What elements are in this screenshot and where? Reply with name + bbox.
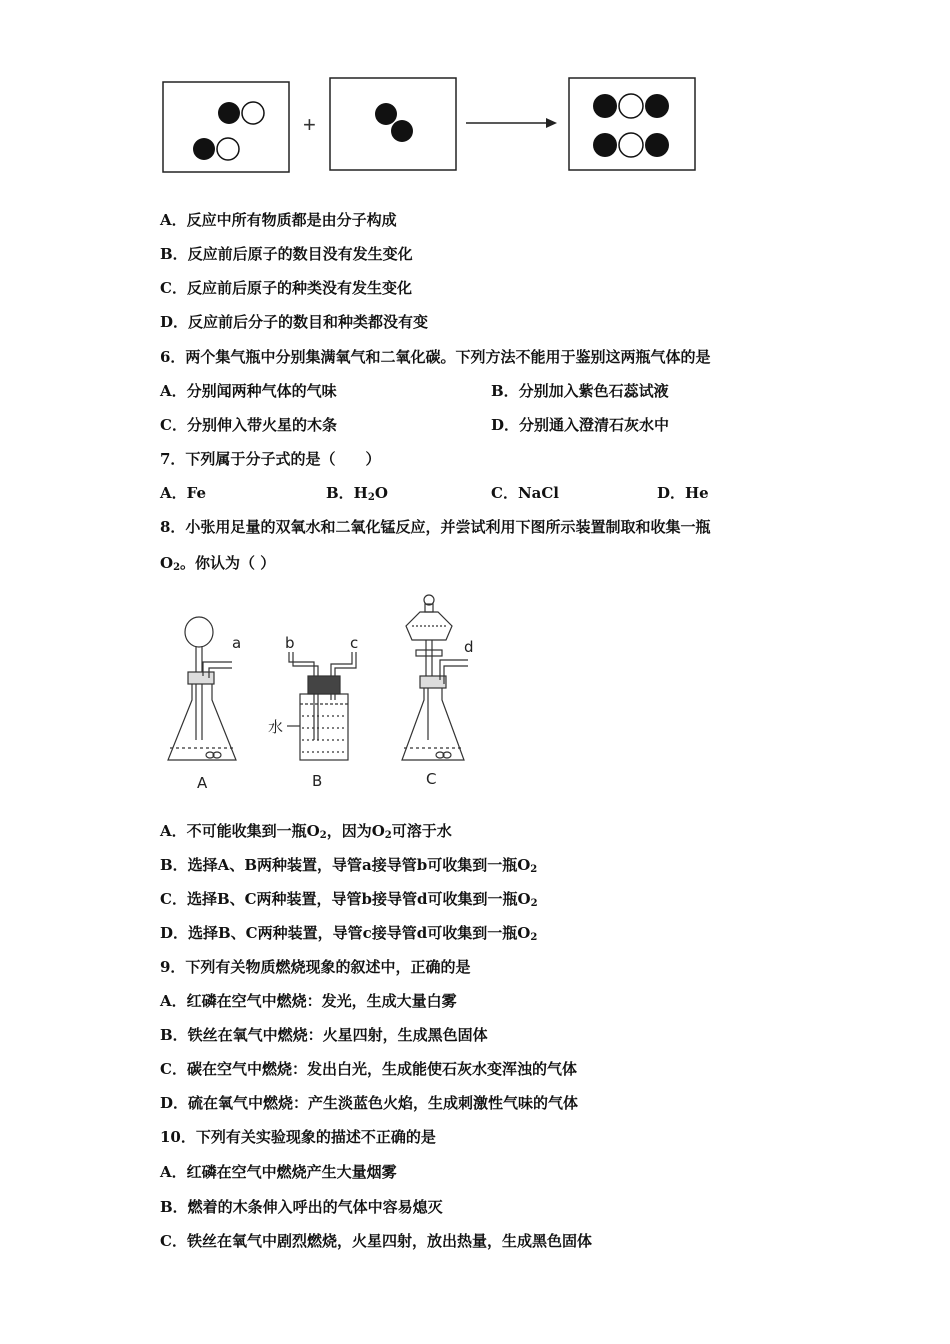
q7-option-d: D．He	[657, 484, 709, 502]
label-d: d	[464, 638, 474, 656]
q8-stem-line2: $O_2$。你认为（ ）	[160, 554, 276, 573]
name-A: A	[197, 774, 208, 792]
q10-stem: 10．下列有关实验现象的描述不正确的是	[160, 1128, 436, 1146]
q7-option-a: A．Fe	[160, 484, 207, 502]
q8-option-a: A．不可能收集到一瓶$O_2$，因为$O_2$可溶于水	[160, 822, 452, 841]
q9-option-d: D．硫在氧气中燃烧：产生淡蓝色火焰，生成刺激性气味的气体	[160, 1094, 579, 1112]
q6-option-c: C．分别伸入带火星的木条	[160, 416, 337, 434]
name-C: C	[426, 770, 437, 788]
q8-option-b: B．选择A、B两种装置，导管a接导管b可收集到一瓶$O_2$	[160, 856, 538, 875]
label-a: a	[232, 634, 242, 652]
label-c: c	[350, 634, 359, 652]
q10-option-a: A．红磷在空气中燃烧产生大量烟雾	[160, 1163, 397, 1181]
apparatus-a	[168, 617, 236, 760]
q8-option-d: D．选择B、C两种装置，导管c接导管d可收集到一瓶$O_2$	[160, 924, 538, 943]
apparatus-c	[402, 595, 468, 760]
water-label: 水	[268, 718, 284, 736]
name-B: B	[312, 772, 323, 790]
q6-option-b: B．分别加入紫色石蕊试液	[491, 382, 669, 400]
q8-stem-line1: 8．小张用足量的双氧水和二氧化锰反应，并尝试利用下图所示装置制取和收集一瓶	[160, 518, 711, 536]
q10-option-c: C．铁丝在氧气中剧烈燃烧，火星四射，放出热量，生成黑色固体	[160, 1232, 592, 1250]
plus-sign: +	[303, 112, 316, 137]
q5-option-d: D．反应前后分子的数目和种类都没有变	[160, 313, 429, 331]
apparatus-b	[287, 652, 356, 760]
q9-stem: 9．下列有关物质燃烧现象的叙述中，正确的是	[160, 958, 471, 976]
q10-option-b: B．燃着的木条伸入呼出的气体中容易熄灭	[160, 1198, 443, 1216]
q7-stem: 7．下列属于分子式的是（ ）	[160, 450, 381, 468]
q6-option-a: A．分别闻两种气体的气味	[160, 382, 337, 400]
q7-option-b: B．$H_2O$	[326, 484, 388, 503]
q6-stem: 6．两个集气瓶中分别集满氧气和二氧化碳。下列方法不能用于鉴别这两瓶气体的是	[160, 348, 711, 366]
q9-option-b: B．铁丝在氧气中燃烧：火星四射，生成黑色固体	[160, 1026, 488, 1044]
q9-option-a: A．红磷在空气中燃烧：发光，生成大量白雾	[160, 992, 457, 1010]
q5-option-b: B．反应前后原子的数目没有发生变化	[160, 245, 413, 263]
q5-option-a: A．反应中所有物质都是由分子构成	[160, 211, 397, 229]
q6-option-d: D．分别通入澄清石灰水中	[491, 416, 670, 434]
q5-option-c: C．反应前后原子的种类没有发生变化	[160, 279, 412, 297]
q7-option-c: C．NaCl	[491, 484, 560, 502]
q8-option-c: C．选择B、C两种装置，导管b接导管d可收集到一瓶$O_2$	[160, 890, 538, 909]
q9-option-c: C．碳在空气中燃烧：发出白光，生成能使石灰水变浑浊的气体	[160, 1060, 577, 1078]
label-b: b	[285, 634, 295, 652]
